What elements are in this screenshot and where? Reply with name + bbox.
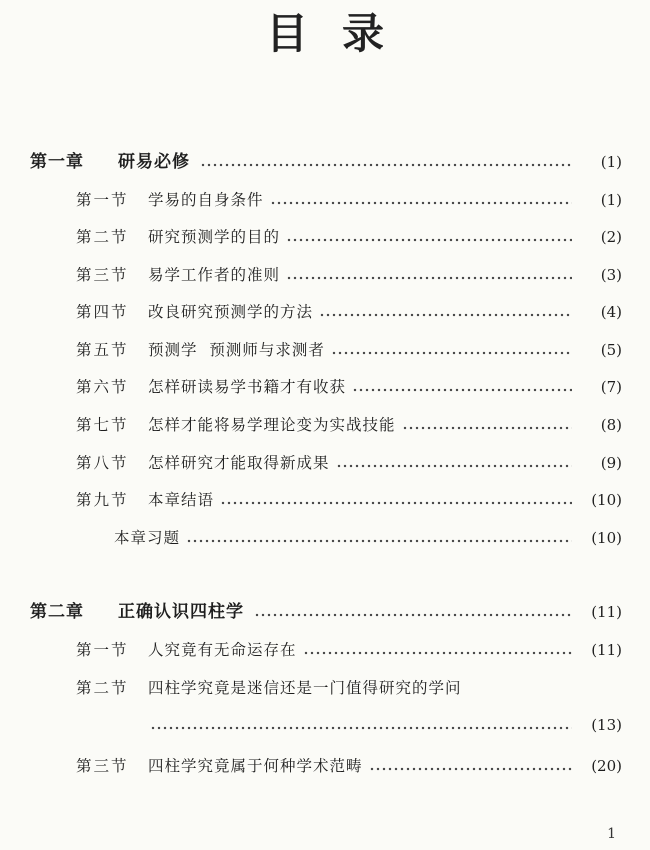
section-entry-continued bbox=[150, 711, 622, 739]
section-entry bbox=[76, 336, 622, 364]
section-entry bbox=[76, 752, 622, 780]
dot-leader bbox=[150, 726, 572, 730]
section-entry bbox=[76, 223, 622, 251]
chapter-2-entry bbox=[30, 598, 622, 626]
section-label: 第二节 bbox=[76, 679, 129, 697]
section-entry bbox=[76, 674, 622, 702]
section-label: 第九节 bbox=[76, 491, 129, 509]
dot-leader bbox=[286, 238, 572, 242]
section-entry bbox=[76, 486, 622, 514]
exercise-title: 本章习题 bbox=[114, 529, 181, 547]
section-entry bbox=[76, 449, 622, 477]
section-label: 第一节 bbox=[76, 191, 129, 209]
page-number: (4) bbox=[600, 303, 622, 321]
page-number: (1) bbox=[600, 191, 622, 209]
section-title: 易学工作者的准则 bbox=[148, 266, 281, 284]
exercise-entry bbox=[114, 524, 622, 552]
page-number: (11) bbox=[591, 603, 622, 621]
dot-leader bbox=[286, 276, 572, 280]
page-number: (1) bbox=[600, 153, 622, 171]
dot-leader bbox=[369, 767, 572, 771]
section-label: 第四节 bbox=[76, 303, 129, 321]
page-number: (10) bbox=[591, 529, 622, 547]
section-label: 第五节 bbox=[76, 341, 129, 359]
page-number: (10) bbox=[591, 491, 622, 509]
page-number: (20) bbox=[591, 757, 622, 775]
page-number: (8) bbox=[600, 416, 622, 434]
section-title: 四柱学究竟属于何种学术范畴 bbox=[148, 757, 363, 775]
chapter-title: 研易必修 bbox=[118, 152, 190, 172]
page-number: (13) bbox=[591, 716, 622, 734]
section-title: 怎样研读易学书籍才有收获 bbox=[148, 378, 347, 396]
section-label: 第七节 bbox=[76, 416, 129, 434]
section-entry bbox=[76, 298, 622, 326]
page-number: (7) bbox=[600, 378, 622, 396]
page-number: (3) bbox=[600, 266, 622, 284]
page-number: (11) bbox=[591, 641, 622, 659]
section-title: 人究竟有无命运存在 bbox=[148, 641, 297, 659]
page-title: 目录 bbox=[265, 9, 418, 58]
chapter-label: 第一章 bbox=[30, 152, 84, 172]
dot-leader bbox=[270, 201, 572, 205]
section-label: 第六节 bbox=[76, 378, 129, 396]
dot-leader bbox=[336, 464, 572, 468]
chapter-label: 第二章 bbox=[30, 602, 84, 622]
section-label: 第三节 bbox=[76, 757, 129, 775]
section-title: 怎样才能将易学理论变为实战技能 bbox=[148, 416, 396, 434]
section-entry bbox=[76, 636, 622, 664]
section-label: 第八节 bbox=[76, 454, 129, 472]
dot-leader bbox=[331, 351, 572, 355]
section-entry bbox=[76, 411, 622, 439]
dot-leader bbox=[402, 426, 572, 430]
section-label: 第三节 bbox=[76, 266, 129, 284]
section-title: 学易的自身条件 bbox=[148, 191, 264, 209]
section-title: 四柱学究竟是迷信还是一门值得研究的学问 bbox=[148, 679, 462, 697]
dot-leader bbox=[352, 388, 572, 392]
section-title: 研究预测学的目的 bbox=[148, 228, 281, 246]
section-title: 本章结语 bbox=[148, 491, 215, 509]
section-label: 第二节 bbox=[76, 228, 129, 246]
dot-leader bbox=[186, 539, 572, 543]
section-title: 怎样研究才能取得新成果 bbox=[148, 454, 330, 472]
section-title: 预测学 预测师与求测者 bbox=[148, 341, 325, 359]
section-entry bbox=[76, 261, 622, 289]
section-entry bbox=[76, 373, 622, 401]
section-label: 第一节 bbox=[76, 641, 129, 659]
chapter-1-entry bbox=[30, 148, 622, 176]
chapter-title: 正确认识四柱学 bbox=[118, 602, 244, 622]
dot-leader bbox=[254, 613, 572, 617]
page-number: (2) bbox=[600, 228, 622, 246]
page-number: (5) bbox=[600, 341, 622, 359]
dot-leader bbox=[303, 651, 572, 655]
dot-leader bbox=[319, 313, 572, 317]
page-folio: 1 bbox=[607, 826, 616, 842]
section-title: 改良研究预测学的方法 bbox=[148, 303, 314, 321]
dot-leader bbox=[200, 163, 572, 167]
section-entry bbox=[76, 186, 622, 214]
dot-leader bbox=[220, 501, 572, 505]
page-number: (9) bbox=[600, 454, 622, 472]
